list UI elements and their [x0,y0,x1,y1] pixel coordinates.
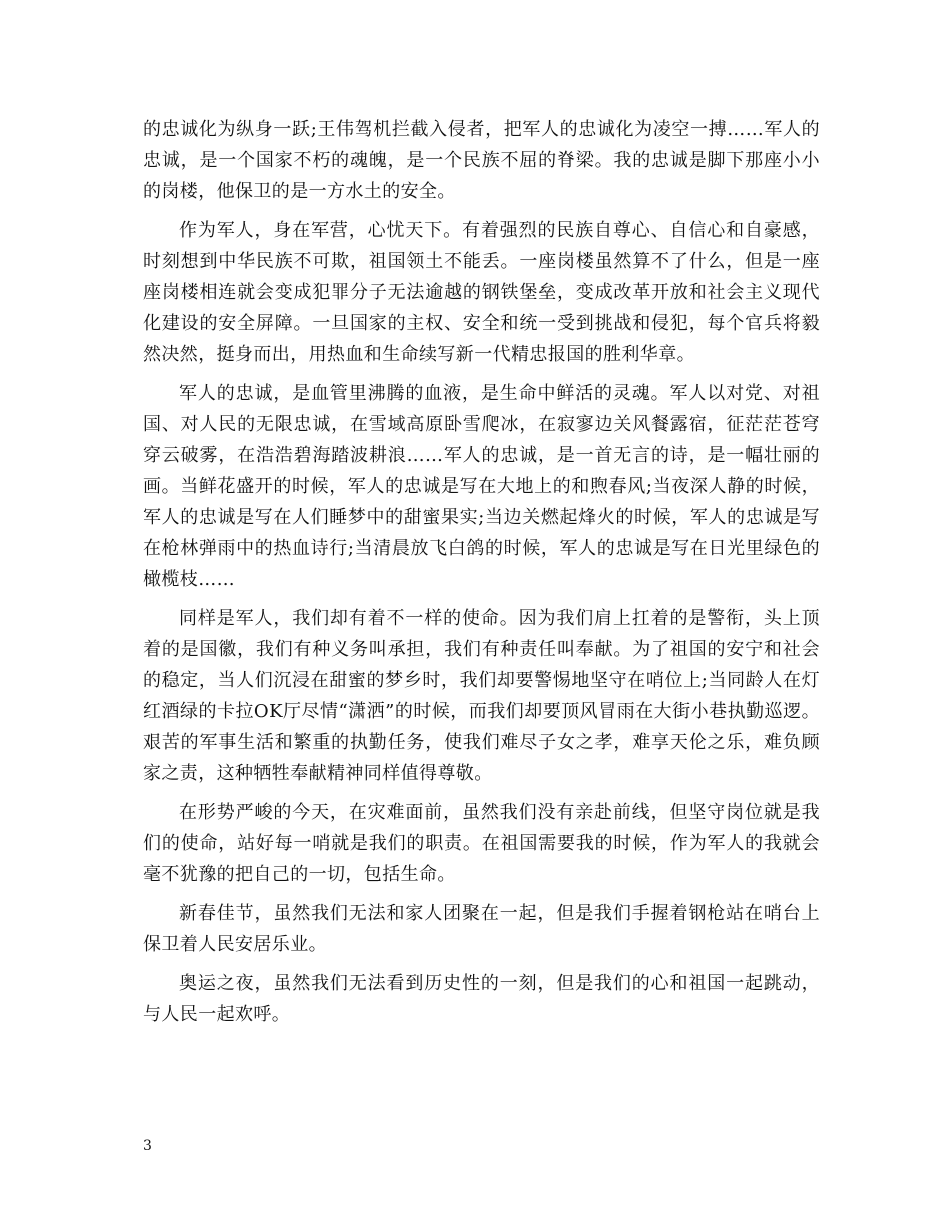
paragraph: 在形势严峻的今天，在灾难面前，虽然我们没有亲赴前线，但坚守岗位就是我们的使命，站好每一哨就是我们的职责。在祖国需要我的时候，作为军人的我就会毫不犹豫的把自己的一切，包括生命。 [143,802,820,885]
page-number: 3 [143,1138,152,1154]
paragraph: 新春佳节，虽然我们无法和家人团聚在一起，但是我们手握着钢枪站在哨台上保卫着人民安居乐业。 [143,903,820,955]
paragraph: 作为军人，身在军营，心忧天下。有着强烈的民族自尊心、自信心和自豪感，时刻想到中华民族不可欺，祖国领土不能丢。一座岗楼虽然算不了什么，但是一座座岗楼相连就会变成犯罪分子无法逾越的钢铁堡垒，变成改革开放和社会主义现代化建设的安全屏障。一旦国家的主权、安全和统一受到挑战和侵犯，每个官兵将毅然决然，挺身而出，用热血和生命续写新一代精忠报国的胜利华章。 [143,220,820,365]
paragraph: 军人的忠诚，是血管里沸腾的血液，是生命中鲜活的灵魂。军人以对党、对祖国、对人民的无限忠诚，在雪域高原卧雪爬冰，在寂寥边关风餐露宿，征茫茫苍穹穿云破雾，在浩浩碧海踏波耕浪……军人的忠诚，是一首无言的诗，是一幅壮丽的画。当鲜花盛开的时候，军人的忠诚是写在大地上的和煦春风;当夜深人静的时候，军人的忠诚是写在人们睡梦中的甜蜜果实;当边关燃起烽火的时候，军人的忠诚是写在枪林弹雨中的热血诗行;当清晨放飞白鸽的时候，军人的忠诚是写在日光里绿色的橄榄枝…… [143,383,820,590]
body-text [143,114,820,1030]
paragraph-continued: 的忠诚化为纵身一跃;王伟驾机拦截入侵者，把军人的忠诚化为凌空一搏……军人的忠诚，是一个国家不朽的魂魄，是一个民族不屈的脊梁。我的忠诚是脚下那座小小的岗楼，他保卫的是一方水土的安全。 [143,119,820,202]
paragraph: 同样是军人，我们却有着不一样的使命。因为我们肩上扛着的是警衔，头上顶着的是国徽，我们有种义务叫承担，我们有种责任叫奉献。为了祖国的安宁和社会的稳定，当人们沉浸在甜蜜的梦乡时，我们却要警惕地坚守在哨位上;当同龄人在灯红酒绿的卡拉OK厅尽情“潇洒”的时候，而我们却要顶风冒雨在大街小巷执勤巡逻。艰苦的军事生活和繁重的执勤任务，使我们难尽子女之孝，难享天伦之乐，难负顾家之责，这种牺牲奉献精神同样值得尊敬。 [143,608,820,784]
paragraph: 奥运之夜，虽然我们无法看到历史性的一刻，但是我们的心和祖国一起跳动，与人民一起欢呼。 [143,973,820,1025]
